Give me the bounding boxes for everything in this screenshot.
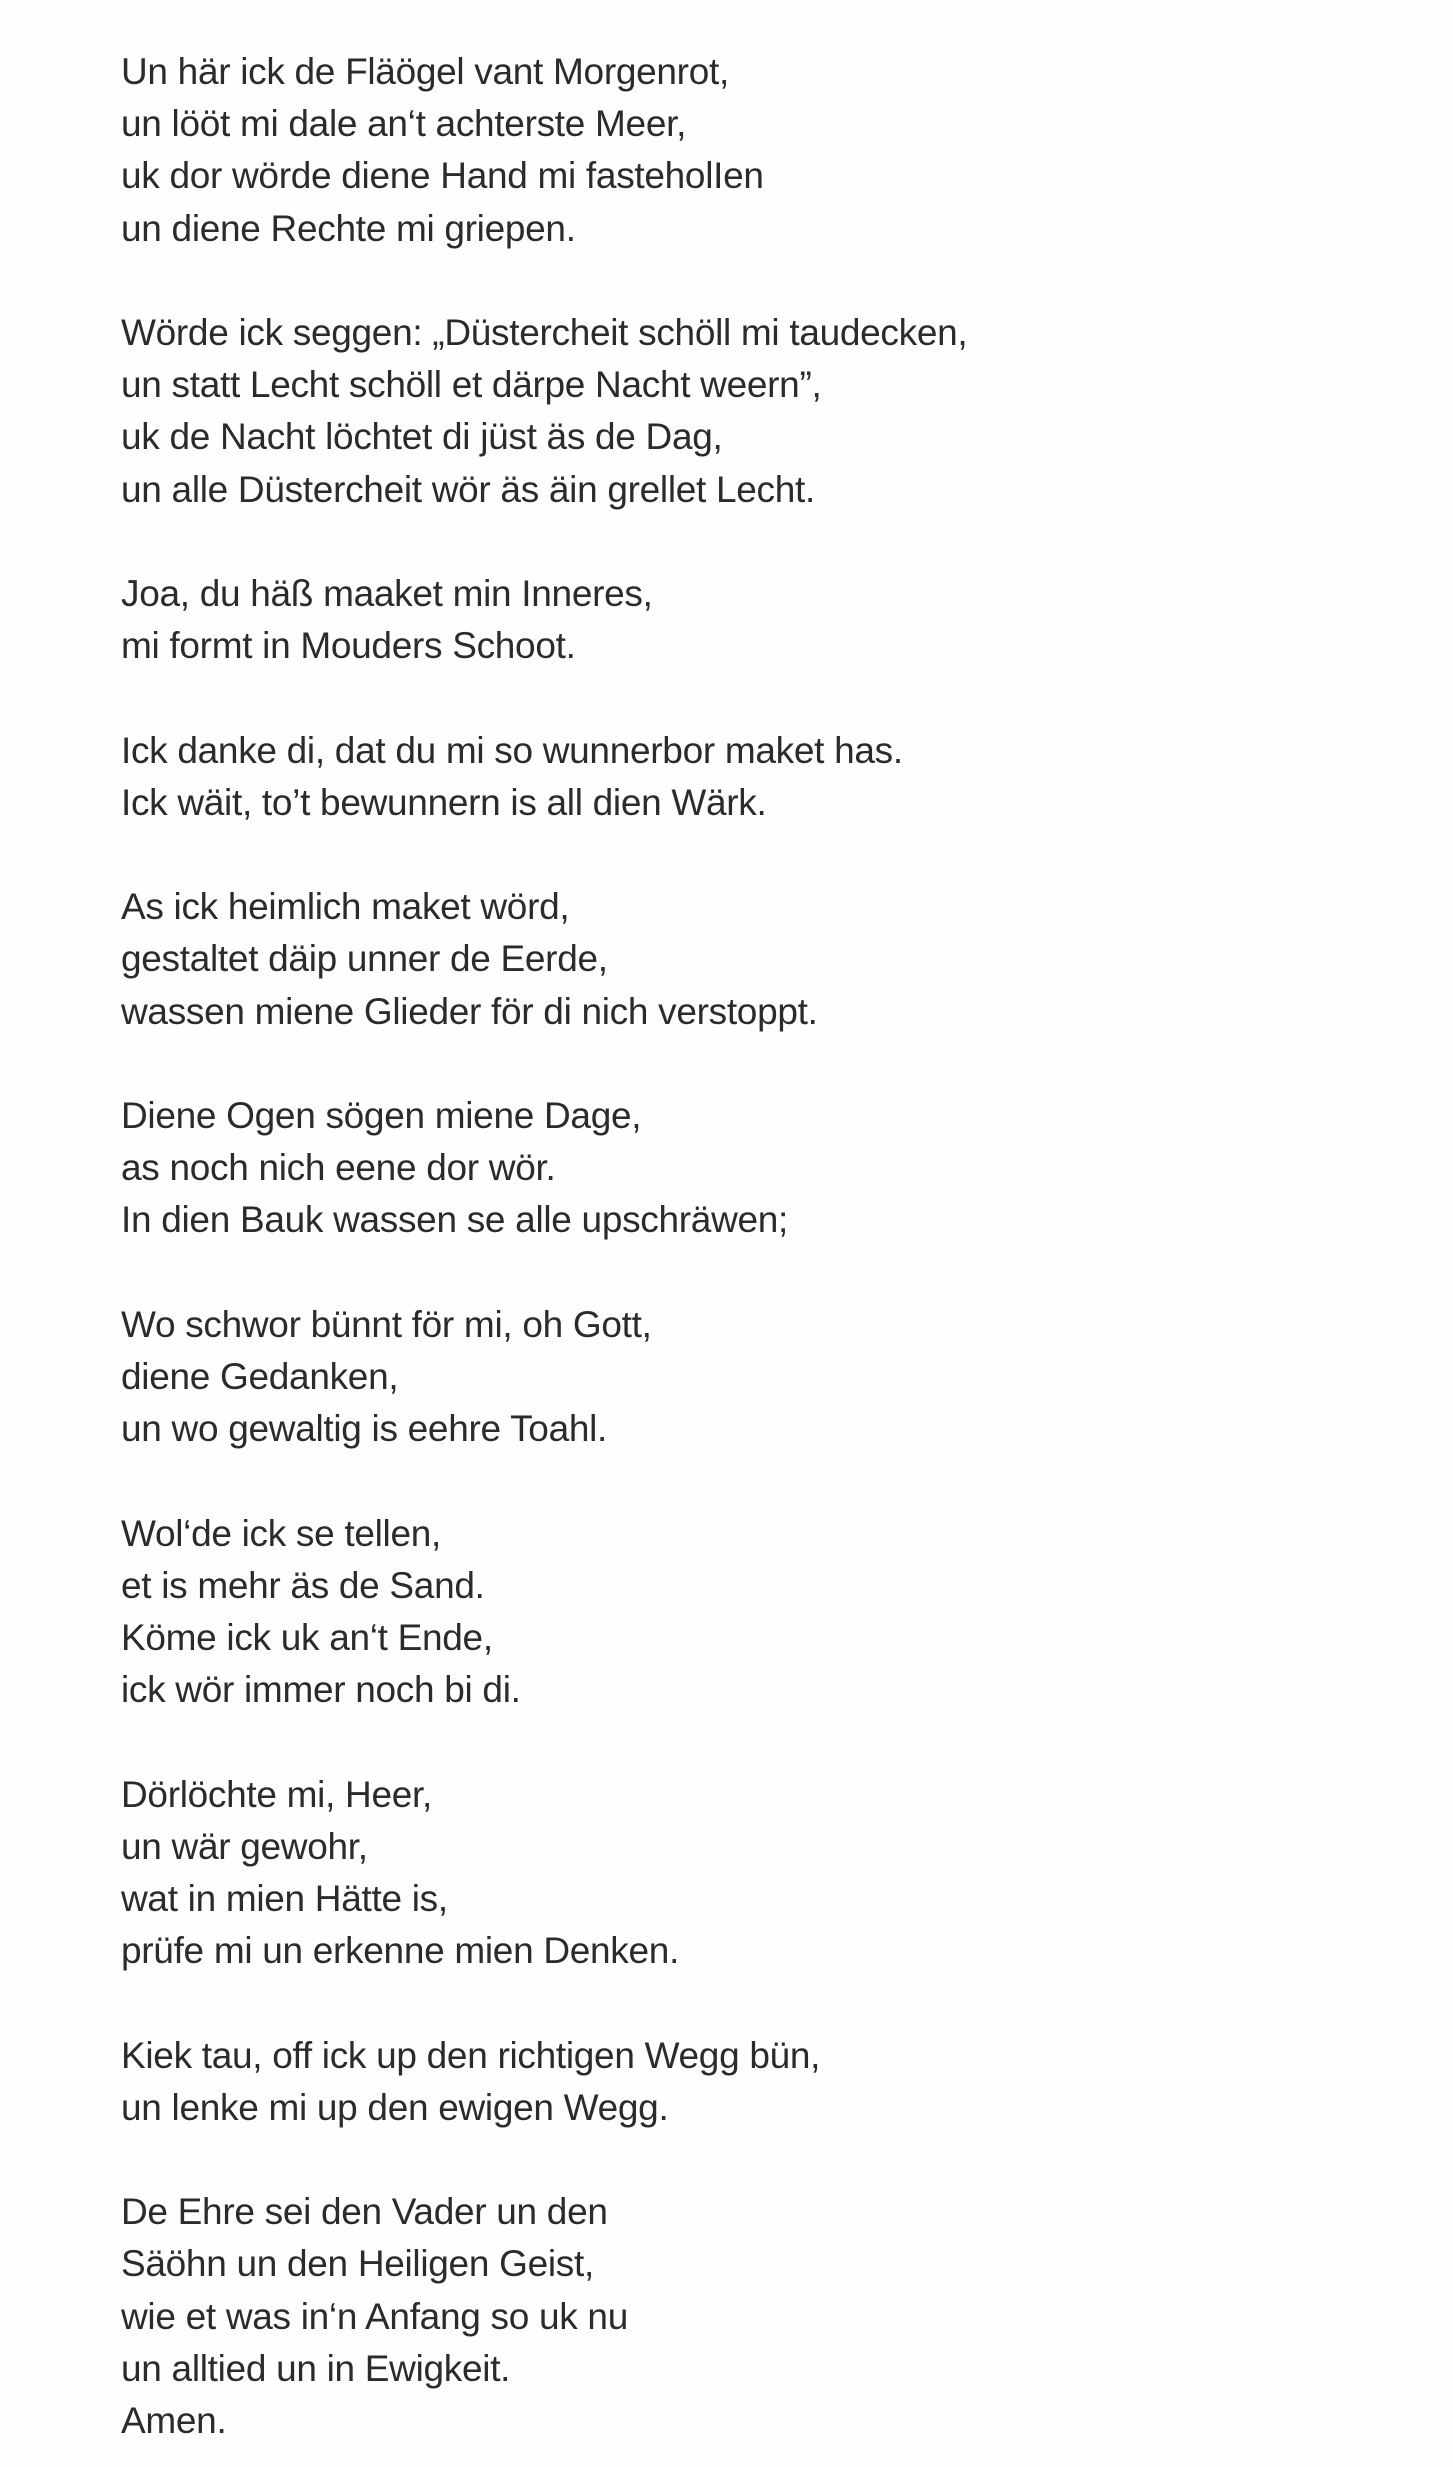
poem-line: un wo gewaltig is eehre Toahl. — [121, 1408, 608, 1450]
poem-line: De Ehre sei den Vader un den — [121, 2191, 608, 2233]
poem-line: Säöhn un den Heiligen Geist, — [121, 2243, 594, 2285]
poem-line: mi formt in Mouders Schoot. — [121, 625, 576, 667]
poem-line: Wo schwor bünnt för mi, oh Gott, — [121, 1303, 652, 1345]
poem-line: wie et was in‘n Anfang so uk nu — [121, 2295, 628, 2337]
poem-text — [121, 46, 1341, 2447]
poem-line: Wörde ick seggen: „Düstercheit schöll mi taudecken, — [121, 312, 968, 353]
poem-line: As ick heimlich maket wörd, — [121, 886, 570, 928]
stanza — [121, 2186, 1341, 2447]
poem-line: Un här ick de Fläögel vant Morgenrot, — [121, 51, 729, 92]
stanza — [121, 568, 1341, 672]
poem-line: Dörlöchte mi, Heer, — [121, 1773, 432, 1815]
poem-line: un wär gewohr, — [121, 1825, 368, 1867]
poem-line: et is mehr äs de Sand. — [121, 1564, 485, 1606]
poem-line: Joa, du häß maaket min Inneres, — [121, 573, 653, 614]
poem-line: prüfe mi un erkenne mien Denken. — [121, 1930, 680, 1972]
stanza — [121, 881, 1341, 1038]
poem-line: ick wör immer noch bi di. — [121, 1669, 521, 1711]
poem-line: Diene Ogen sögen miene Dage, — [121, 1094, 642, 1136]
stanza — [121, 1299, 1341, 1456]
stanza — [121, 307, 1341, 516]
poem-line: un alle Düstercheit wör äs äin grellet Lecht. — [121, 468, 815, 510]
poem-line: wat in mien Hätte is, — [121, 1877, 448, 1919]
poem-line: gestaltet däip unner de Eerde, — [121, 938, 608, 980]
stanza — [121, 2030, 1341, 2134]
poem-line: wassen miene Glieder för di nich verstoppt. — [121, 990, 818, 1032]
poem-line: Ick danke di, dat du mi so wunnerbor maket has. — [121, 729, 903, 771]
poem-line: uk dor wörde diene Hand mi fasteholIen — [121, 155, 764, 197]
poem-line: diene Gedanken, — [121, 1355, 399, 1397]
poem-line: In dien Bauk wassen se alle upschräwen; — [121, 1199, 789, 1241]
stanza — [121, 1090, 1341, 1247]
poem-line: un statt Lecht schöll et därpe Nacht weern”, — [121, 364, 822, 406]
poem-line: Amen. — [121, 2399, 227, 2441]
poem-line: un diene Rechte mi griepen. — [121, 207, 576, 249]
stanza — [121, 725, 1341, 829]
poem-line: un alltied un in Ewigkeit. — [121, 2347, 511, 2389]
poem-line: as noch nich eene dor wör. — [121, 1147, 556, 1189]
poem-line: un lööt mi dale an‘t achterste Meer, — [121, 103, 687, 145]
poem-line: Wol‘de ick se tellen, — [121, 1512, 441, 1554]
poem-line: Ick wäit, to’t bewunnern is all dien Wärk. — [121, 781, 767, 823]
poem-line: un lenke mi up den ewigen Wegg. — [121, 2086, 669, 2128]
poem-line: uk de Nacht löchtet di jüst äs de Dag, — [121, 416, 723, 458]
poem-line: Köme ick uk an‘t Ende, — [121, 1616, 493, 1658]
stanza — [121, 1508, 1341, 1717]
stanza — [121, 1769, 1341, 1978]
poem-line: Kiek tau, off ick up den richtigen Wegg bün, — [121, 2034, 821, 2076]
stanza — [121, 46, 1341, 255]
